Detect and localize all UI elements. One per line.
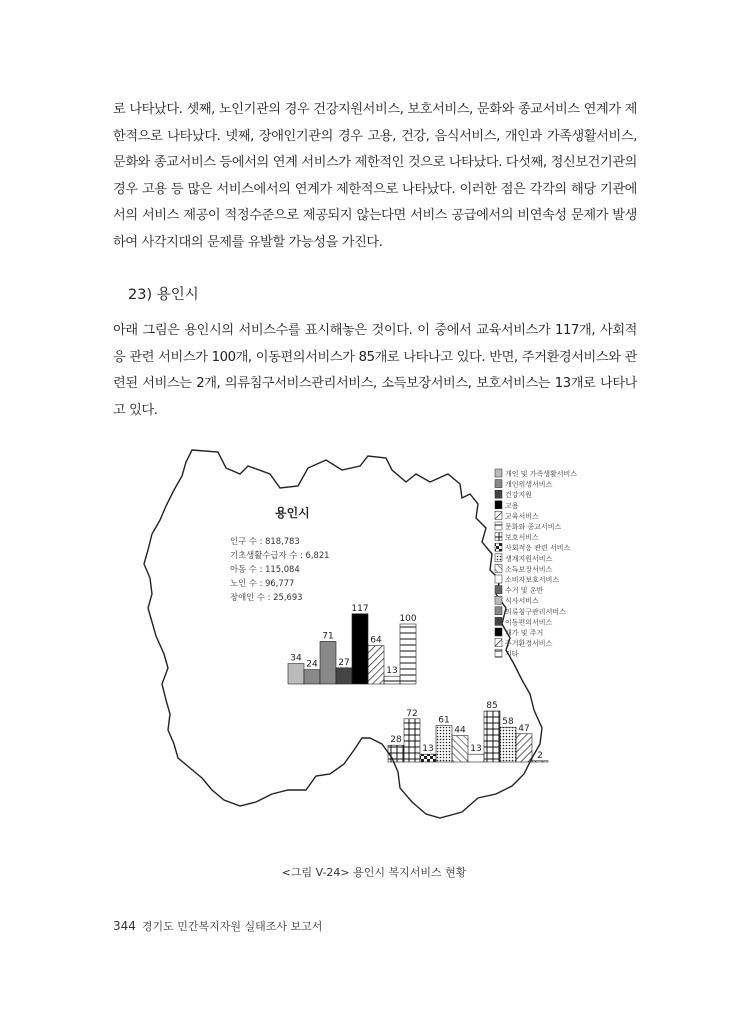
stat-line-4: 노인 수 : 96,777 — [230, 578, 295, 588]
bar-value-label: 85 — [486, 701, 498, 711]
legend-swatch — [495, 533, 502, 541]
legend-label: 의류침구관리서비스 — [505, 607, 566, 616]
bar-value-label: 24 — [306, 659, 318, 670]
bar-value-label: 34 — [290, 653, 302, 664]
bar-value-label: 27 — [338, 657, 350, 668]
bar — [336, 668, 352, 684]
bar-value-label: 100 — [399, 614, 417, 624]
bar — [420, 754, 436, 762]
bar-value-label: 72 — [406, 708, 418, 719]
bar-value-label: 71 — [322, 631, 334, 642]
bar — [320, 641, 336, 684]
bar — [532, 761, 548, 762]
legend-label: 소득보장서비스 — [505, 565, 553, 574]
legend-label: 사회적응 관련 서비스 — [505, 544, 571, 553]
bar-value-label: 44 — [454, 725, 466, 736]
legend-swatch — [495, 575, 502, 583]
legend-swatch — [495, 628, 502, 636]
legend-swatch — [495, 543, 502, 551]
legend-swatch — [495, 639, 502, 647]
bar — [404, 719, 420, 762]
page-number: 344 — [113, 919, 136, 933]
bar — [516, 734, 532, 762]
legend-swatch — [495, 554, 502, 562]
legend-label: 개인위생서비스 — [505, 480, 553, 489]
bar — [304, 670, 320, 684]
body-paragraph-2: 아래 그림은 용인시의 서비스수를 표시해놓은 것이다. 이 중에서 교육서비스가 117개, 사회적응 관련 서비스가 100개, 이동편의서비스가 85개로 나타나고 있다. 반면, 주거환경서비스와 관련된 서비스는 2개, 의류침구서비스관리서비스, 소득보장서비스, 보호서비스는 13개로 나타나고 있다. — [113, 323, 637, 418]
figure-map-chart — [130, 438, 600, 862]
stat-line-2: 기초생활수급자 수 : 6,821 — [230, 550, 330, 560]
stat-line-3: 아동 수 : 115,084 — [230, 564, 300, 574]
bar — [500, 727, 516, 762]
bar-value-label: 2 — [537, 750, 543, 761]
bar — [400, 624, 416, 684]
bar — [484, 711, 500, 762]
legend-swatch — [495, 511, 502, 519]
legend-swatch — [495, 490, 502, 498]
legend-swatch — [495, 469, 502, 477]
legend-swatch — [495, 501, 502, 509]
bar-value-label: 13 — [386, 666, 398, 677]
bar — [388, 745, 404, 762]
legend-label: 보호서비스 — [505, 533, 539, 542]
stat-line-5: 장애인 수 : 25,693 — [230, 592, 303, 602]
legend-label: 재가 및 주거 — [505, 629, 544, 637]
bar-value-label: 61 — [438, 715, 450, 726]
legend-swatch — [495, 649, 502, 657]
bar-value-label: 64 — [370, 635, 382, 646]
map-chart-svg — [130, 438, 600, 858]
legend — [495, 469, 577, 658]
legend-label: 주거환경서비스 — [505, 639, 553, 648]
legend-label: 생계지원서비스 — [505, 554, 553, 563]
legend-swatch — [495, 586, 502, 594]
bar — [384, 676, 400, 684]
page-footer — [113, 918, 322, 934]
bar — [468, 754, 484, 762]
city-boundary-north — [144, 450, 542, 818]
legend-label: 교육서비스 — [505, 512, 539, 521]
stat-line-1: 인구 수 : 818,783 — [230, 536, 300, 546]
legend-label: 고용 — [505, 501, 519, 510]
bar-value-label: 13 — [422, 744, 434, 755]
bar-value-label: 28 — [390, 735, 402, 746]
legend-swatch — [495, 617, 502, 625]
bar-value-label: 47 — [518, 723, 530, 734]
bar-groups — [288, 604, 548, 762]
legend-label: 문화와 종교서비스 — [505, 523, 562, 531]
bar — [288, 664, 304, 684]
legend-label: 소비자보호서비스 — [505, 576, 560, 584]
footer-text: 경기도 민간복지자원 실태조사 보고서 — [141, 920, 323, 933]
legend-swatch — [495, 596, 502, 604]
legend-swatch — [495, 522, 502, 530]
legend-label: 건강지원 — [505, 491, 533, 500]
legend-label: 식사서비스 — [505, 597, 539, 606]
legend-label: 개인 및 가족생활서비스 — [505, 470, 578, 478]
bar — [368, 646, 384, 684]
legend-swatch — [495, 607, 502, 615]
city-name: 용인시 — [275, 506, 310, 520]
body-paragraph-1: 로 나타났다. 셋째, 노인기관의 경우 건강지원서비스, 보호서비스, 문화와 종교서비스 연계가 제한적으로 나타났다. 넷째, 장애인기관의 경우 고용, 건강, 음식서비스, 개인과 가족생활서비스, 문화와 종교서비스 등에서의 연계 서비스가 제한적인 것으로 나타났다. 다섯째, 정신보건기관의 경우 고용 등 많은 서비스에서의 연계가 제한적으로 나타났다. 이러한 점은 각각의 해당 기관에서의 서비스 제공이 적정수준으로 제공되지 않는다면 서비스 공급에서의 비연속성 문제가 발생하여 사각지대의 문제를 유발할 가능성을 가진다. — [113, 102, 637, 250]
legend-label: 기타 — [505, 650, 519, 659]
bar-value-label: 13 — [470, 744, 482, 755]
legend-swatch — [495, 564, 502, 572]
bar-value-label: 117 — [351, 603, 369, 614]
bar — [352, 614, 368, 684]
bar-value-label: 58 — [502, 717, 514, 728]
bar — [452, 736, 468, 762]
legend-swatch — [495, 480, 502, 488]
figure-caption: <그림 V-24> 용인시 복지서비스 현황 — [281, 866, 467, 879]
legend-label: 이동편의서비스 — [505, 618, 553, 627]
section-title: 23) 용인시 — [128, 287, 199, 303]
legend-label: 수거 및 운반 — [505, 586, 544, 595]
bar — [436, 725, 452, 762]
